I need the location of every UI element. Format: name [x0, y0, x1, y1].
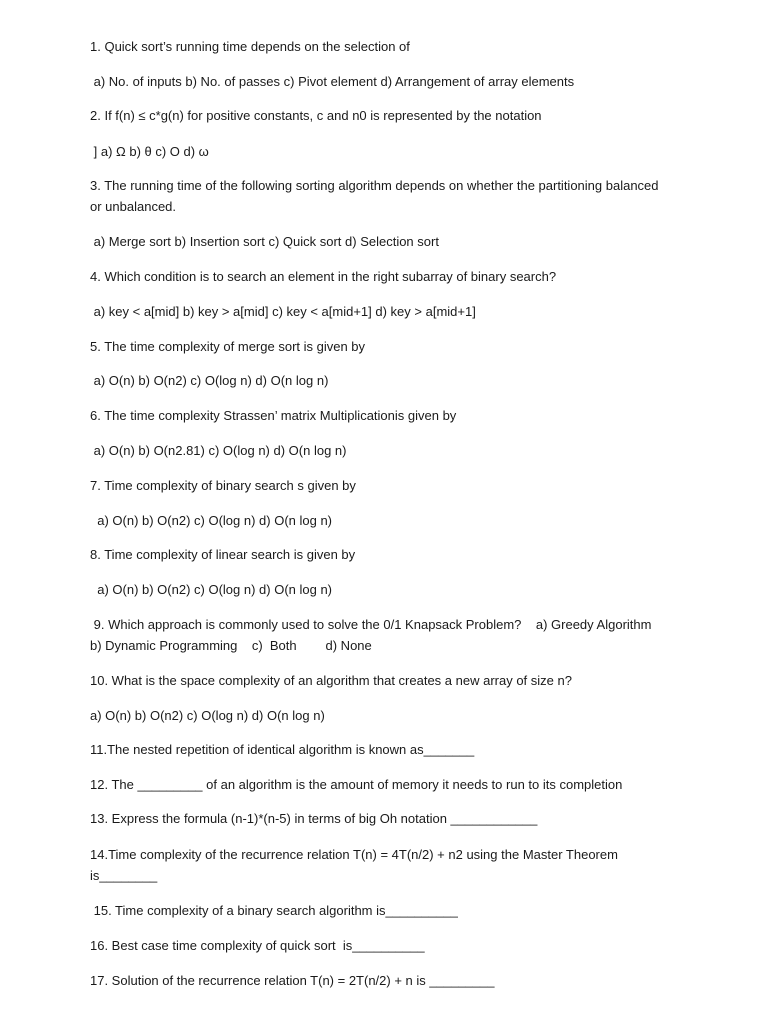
question-2: 2. If f(n) ≤ c*g(n) for positive constants, c and n0 is represented by the notation — [90, 108, 542, 123]
question-5: 5. The time complexity of merge sort is given by — [90, 339, 366, 354]
question-13: 13. Express the formula (n-1)*(n-5) in terms of big Oh notation ____________ — [90, 811, 538, 826]
question-11: 11.The nested repetition of identical algorithm is known as_______ — [90, 742, 475, 757]
question-7: 7. Time complexity of binary search s given by — [90, 478, 356, 493]
question-4-options: a) key < a[mid] b) key > a[mid] c) key < a[mid+1] d) key > a[mid+1] — [90, 304, 476, 319]
question-17: 17. Solution of the recurrence relation T(n) = 2T(n/2) + n is _________ — [90, 973, 495, 988]
question-15: 15. Time complexity of a binary search algorithm is__________ — [90, 903, 458, 918]
question-10-options: a) O(n) b) O(n2) c) O(log n) d) O(n log n) — [90, 708, 325, 723]
question-12: 12. The _________ of an algorithm is the amount of memory it needs to run to its completion — [90, 777, 623, 792]
question-9: 9. Which approach is commonly used to solve the 0/1 Knapsack Problem? a) Greedy Algorithm b) Dynamic Programming c) Both d) None — [90, 617, 666, 653]
question-1: 1. Quick sort’s running time depends on the selection of — [90, 39, 410, 54]
question-4: 4. Which condition is to search an element in the right subarray of binary search? — [90, 269, 557, 284]
question-1-options: a) No. of inputs b) No. of passes c) Pivot element d) Arrangement of array elements — [90, 74, 575, 89]
question-6-options: a) O(n) b) O(n2.81) c) O(log n) d) O(n log n) — [90, 443, 347, 458]
question-14: 14.Time complexity of the recurrence relation T(n) = 4T(n/2) + n2 using the Master Theorem is________ — [90, 847, 618, 883]
question-5-options: a) O(n) b) O(n2) c) O(log n) d) O(n log n) — [90, 373, 329, 388]
question-3: 3. The running time of the following sorting algorithm depends on whether the partitioning balanced or unbalanced. — [90, 178, 659, 214]
question-16: 16. Best case time complexity of quick sort is__________ — [90, 938, 425, 953]
question-8: 8. Time complexity of linear search is given by — [90, 547, 356, 562]
question-6: 6. The time complexity Strassen’ matrix Multiplicationis given by — [90, 408, 457, 423]
question-8-options: a) O(n) b) O(n2) c) O(log n) d) O(n log n) — [90, 582, 333, 597]
question-10: 10. What is the space complexity of an algorithm that creates a new array of size n? — [90, 673, 572, 688]
question-2-options: ] a) Ω b) θ c) O d) ω — [90, 144, 209, 159]
question-3-options: a) Merge sort b) Insertion sort c) Quick sort d) Selection sort — [90, 234, 439, 249]
question-7-options: a) O(n) b) O(n2) c) O(log n) d) O(n log n) — [90, 513, 333, 528]
